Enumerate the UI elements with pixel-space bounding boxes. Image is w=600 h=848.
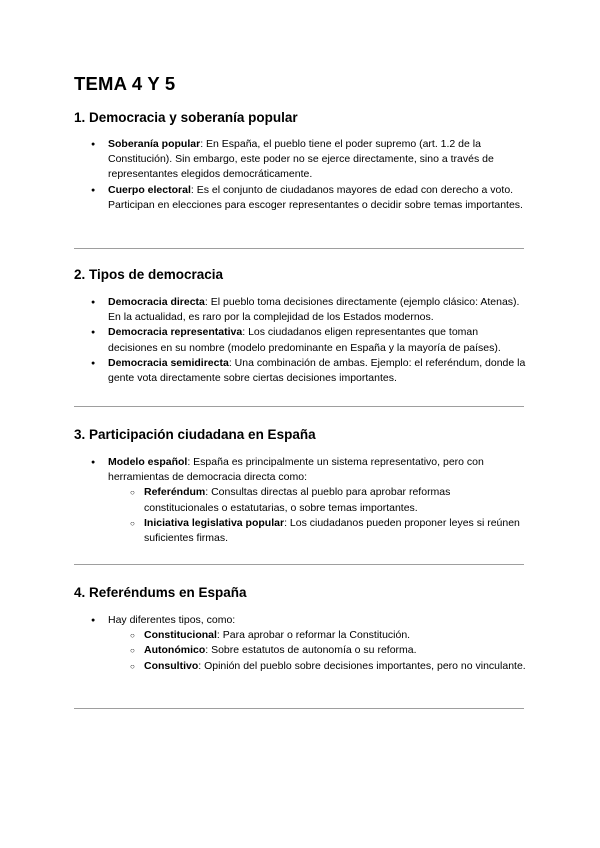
divider [74,248,524,249]
section-heading: 1. Democracia y soberanía popular [74,110,298,125]
list-item [74,137,526,183]
section-3 [74,426,526,546]
item-text: : El pueblo toma decisiones directamente (ejemplo clásico: Atenas). En la actualidad, es raro por la complejidad de los Estados modernos. [108,296,520,324]
item-text: : Los ciudadanos eligen representantes que toman decisiones en su nombre (modelo predominante en España y la mayoría de países). [108,326,501,354]
item-text: : Una combinación de ambas. Ejemplo: el referéndum, donde la gente vota directamente sobre ciertas decisiones importantes. [108,356,526,385]
sub-list-item [74,659,526,674]
item-term: Constitucional [144,629,217,642]
item-text: : Para aprobar o reformar la Constitución. [216,629,411,642]
item-term: Autonómico [144,644,206,657]
sub-list-item [74,485,526,515]
divider [74,708,524,709]
bullet-list [74,137,526,213]
item-text: : Consultas directas al pueblo para aprobar reformas constitucionales o estatutarias, o sobre temas importantes. [144,486,451,514]
sub-list-item [74,628,526,643]
item-term: Iniciativa legislativa popular [144,516,285,529]
list-item [74,455,526,485]
sub-list-item [74,643,526,658]
bullet-list [74,295,526,386]
item-term: Soberanía popular [108,138,201,150]
section-4 [74,584,526,674]
list-item [74,295,526,325]
item-term: Modelo español [108,456,188,468]
section-1 [74,109,526,213]
item-term: Referéndum [144,486,206,499]
item-text: : Los ciudadanos pueden proponer leyes si reúnen suficientes firmas. [144,516,520,545]
item-text: : Es el conjunto de ciudadanos mayores de edad con derecho a voto. Participan en elecciones para escoger representantes o decidir sobre temas importantes. [108,183,523,211]
section-heading: 4. Referéndums en España [74,585,247,600]
item-text: : Opinión del pueblo sobre decisiones importantes, pero no vinculante. [198,659,526,672]
section-heading: 2. Tipos de democracia [74,267,224,282]
item-text: Hay diferentes tipos, como: [108,614,236,626]
list-item [74,183,526,213]
item-term: Democracia representativa [108,326,243,339]
item-text: : Sobre estatutos de autonomía o su reforma. [205,644,417,657]
divider [74,406,524,407]
item-term: Democracia semidirecta [108,356,229,369]
bullet-list [74,613,526,674]
item-text: : España es principalmente un sistema representativo, pero con herramientas de democracia directa como: [108,456,484,484]
item-text: : En España, el pueblo tiene el poder supremo (art. 1.2 de la Constitución). Sin embargo, este poder no se ejerce directamente, sino a través de representantes elegidos democráticamente. [108,138,494,181]
item-term: Cuerpo electoral [108,183,191,196]
item-term: Democracia directa [108,296,205,308]
sub-list-item [74,516,526,546]
section-heading: 3. Participación ciudadana en España [74,427,316,442]
section-2 [74,266,526,386]
divider [74,564,524,565]
bullet-list [74,455,526,546]
list-item [74,356,526,386]
list-item [74,613,526,628]
item-term: Consultivo [144,659,199,672]
document-title: TEMA 4 Y 5 [74,73,176,94]
list-item [74,325,526,355]
